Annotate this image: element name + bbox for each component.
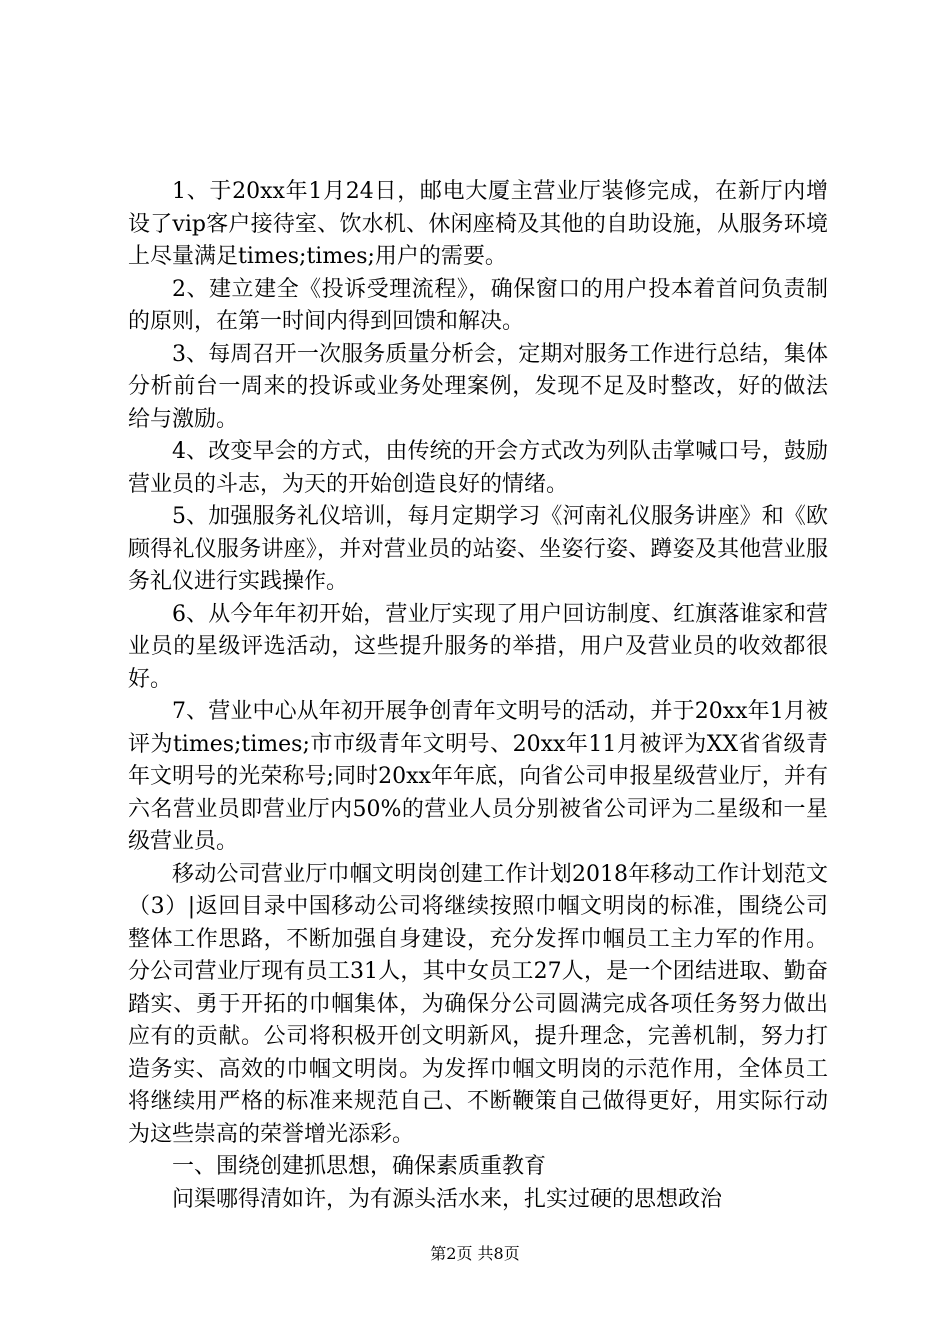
- paragraph-4: 4、改变早会的方式，由传统的开会方式改为列队击掌喊口号，鼓励营业员的斗志，为天的开始创造良好的情绪。: [128, 439, 828, 497]
- paragraph-8: 移动公司营业厅巾帼文明岗创建工作计划2018年移动工作计划范文（3）|返回目录中国移动公司将继续按照巾帼文明岗的标准，围绕公司整体工作思路，不断加强自身建设，充分发挥巾帼员工主力军的作用。分公司营业厅现有员工31人，其中女员工27人，是一个团结进取、勤奋踏实、勇于开拓的巾帼集体，为确保分公司圆满完成各项任务努力做出应有的贡献。公司将积极开创文明新风，提升理念，完善机制，努力打造务实、高效的巾帼文明岗。为发挥巾帼文明岗的示范作用，全体员工将继续用严格的标准来规范自己、不断鞭策自己做得更好，用实际行动为这些崇高的荣誉增光添彩。: [128, 861, 828, 1147]
- document-body: [128, 176, 828, 1216]
- paragraph-9: 问渠哪得清如许，为有源头活水来，扎实过硬的思想政治: [172, 1186, 723, 1212]
- paragraph-2: 2、建立建全《投诉受理流程》，确保窗口的用户投本着首问负责制的原则，在第一时间内得到回馈和解决。: [128, 276, 828, 334]
- paragraph-5: 5、加强服务礼仪培训，每月定期学习《河南礼仪服务讲座》和《欧顾得礼仪服务讲座》，并对营业员的站姿、坐姿行姿、蹲姿及其他营业服务礼仪进行实践操作。: [128, 504, 828, 594]
- paragraph-1: 1、于20xx年1月24日，邮电大厦主营业厅装修完成，在新厅内增设了vip客户接待室、饮水机、休闲座椅及其他的自助设施，从服务环境上尽量满足times;times;用户的需要。: [128, 179, 828, 269]
- page-number: 第2页 共8页: [430, 1244, 520, 1263]
- paragraph-3: 3、每周召开一次服务质量分析会，定期对服务工作进行总结，集体分析前台一周来的投诉或业务处理案例，发现不足及时整改，好的做法给与激励。: [128, 341, 828, 432]
- paragraph-6: 6、从今年年初开始，营业厅实现了用户回访制度、红旗落谁家和营业员的星级评选活动，这些提升服务的举措，用户及营业员的收效都很好。: [128, 601, 828, 692]
- section-heading: 一、围绕创建抓思想，确保素质重教育: [172, 1154, 547, 1179]
- page-footer: [0, 1244, 950, 1264]
- paragraph-7: 7、营业中心从年初开展争创青年文明号的活动，并于20xx年1月被评为times;times;市市级青年文明号、20xx年11月被评为XX省省级青年文明号的光荣称号;同时20xx年年底，向省公司申报星级营业厅，并有六名营业员即营业厅内50%的营业人员分别被省公司评为二星级和一星级营业员。: [128, 699, 828, 854]
